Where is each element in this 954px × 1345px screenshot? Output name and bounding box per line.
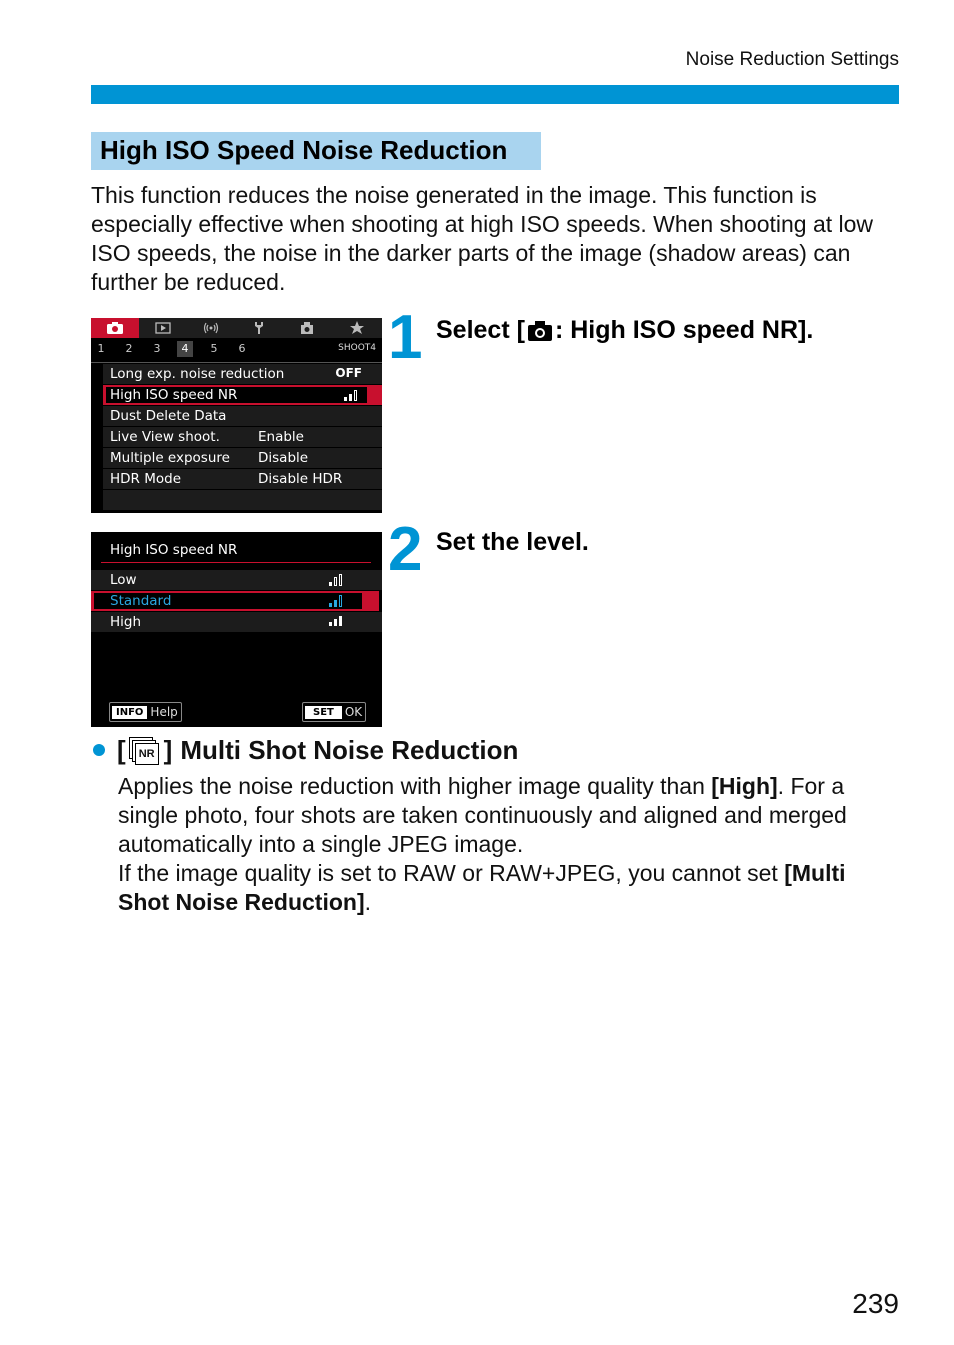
option-label: Low — [110, 572, 137, 588]
menu-item-empty — [103, 490, 382, 511]
menu-item — [103, 427, 382, 448]
multishot-body — [118, 772, 898, 917]
set-ok-button — [302, 702, 366, 722]
menu-item — [103, 448, 382, 469]
camera-icon — [106, 321, 124, 335]
setup-tab — [235, 318, 283, 338]
level-high-icon — [329, 616, 342, 626]
subtab-6: 6 — [238, 342, 246, 355]
menu-item-value: OFF — [335, 366, 362, 380]
step-1-suffix: : High ISO speed NR]. — [554, 316, 814, 344]
option-low — [91, 570, 382, 591]
sub-tabs — [91, 338, 382, 362]
intro-text: This function reduces the noise generated in the image. This function is especially effective when shooting at high ISO speeds. When shooting at low ISO speeds, the noise in the darker parts of the image (shadow areas) can further be reduced. — [91, 182, 874, 295]
section-title: High ISO Speed Noise Reduction — [100, 135, 508, 165]
menu-item-value: Enable — [258, 429, 304, 445]
info-label: Help — [150, 705, 178, 719]
menu-item — [103, 469, 382, 490]
info-help-button — [109, 702, 182, 722]
header-bar — [91, 85, 899, 104]
subtab-2: 2 — [125, 342, 133, 355]
subtab-4: 4 — [177, 341, 193, 357]
multishot-paragraph-1: Applies the noise reduction with higher image quality than [High]. For a single photo, four shots are taken continuously and aligned and merged automatically into a single JPEG image. — [118, 773, 847, 857]
playback-tab — [139, 318, 187, 338]
level-standard-icon — [329, 595, 342, 607]
set-label: OK — [344, 705, 363, 719]
menu-item — [103, 364, 382, 385]
camera-screen-level — [91, 532, 382, 727]
step-2-number: 2 — [388, 515, 423, 584]
set-tag: SET — [305, 706, 342, 719]
wireless-icon — [203, 322, 219, 334]
menu-item-label: High ISO speed NR — [110, 387, 238, 403]
menu-item-selected — [103, 385, 382, 406]
option-label: Standard — [110, 593, 172, 609]
wireless-tab — [187, 318, 235, 338]
tab-label: SHOOT4 — [338, 343, 376, 353]
multishot-paragraph-2: If the image quality is set to RAW or RAW+JPEG, you cannot set [Multi Shot Noise Reduction]. — [118, 860, 846, 915]
option-label: High — [110, 614, 142, 630]
subtab-1: 1 — [97, 342, 105, 355]
custom-tab — [283, 318, 331, 338]
level-low-icon — [329, 574, 342, 586]
multi-shot-nr-icon: NR — [129, 737, 161, 765]
multishot-heading — [117, 735, 518, 766]
option-high — [91, 612, 382, 633]
step-1-prefix: Select [ — [436, 316, 525, 344]
subtab-3: 3 — [153, 342, 161, 355]
menu-item — [103, 406, 382, 427]
step-1-instruction — [436, 316, 813, 345]
menu-tab-bar — [91, 318, 382, 338]
info-tag: INFO — [112, 706, 147, 719]
wrench-icon — [253, 321, 265, 335]
option-standard-selected — [91, 591, 379, 612]
step-1-number: 1 — [388, 303, 423, 372]
step-2-instruction: Set the level. — [436, 528, 589, 556]
page-number: 239 — [852, 1288, 899, 1319]
custom-camera-icon — [299, 321, 315, 335]
playback-icon — [155, 322, 171, 334]
menu-item-value: Disable — [258, 450, 309, 466]
menu-item-label: HDR Mode — [110, 471, 182, 487]
bullet-point — [93, 744, 105, 756]
star-icon — [350, 321, 364, 335]
menu-item-value: Disable HDR — [258, 471, 343, 487]
camera-screen-menu — [91, 318, 382, 513]
subtab-5: 5 — [210, 342, 218, 355]
screen-title: High ISO speed NR — [110, 542, 238, 558]
menu-item-label: Long exp. noise reduction — [110, 366, 285, 382]
multishot-title: Multi Shot Noise Reduction — [180, 735, 519, 765]
shoot-tab — [91, 318, 139, 338]
menu-item-label: Multiple exposure — [110, 450, 230, 466]
bracket-close: ] — [163, 735, 173, 765]
running-header: Noise Reduction Settings — [685, 49, 899, 70]
menu-item-label: Dust Delete Data — [110, 408, 227, 424]
intro-paragraph — [91, 181, 896, 297]
menu-item-label: Live View shoot. — [110, 429, 220, 445]
mymenu-tab — [331, 318, 382, 338]
bracket-open: [ — [117, 735, 126, 765]
level-standard-icon — [344, 390, 357, 401]
camera-icon — [526, 320, 554, 342]
